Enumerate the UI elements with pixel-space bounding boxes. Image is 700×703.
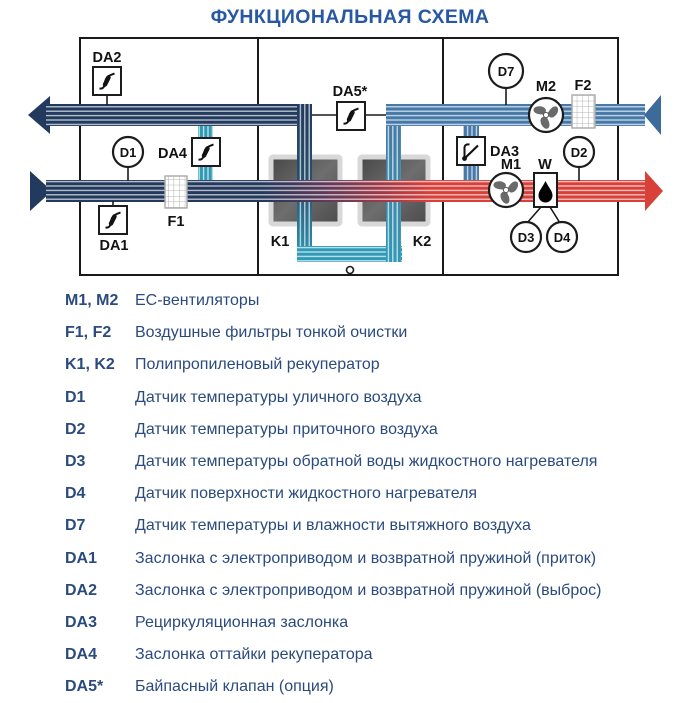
legend-desc: Датчик температуры обратной воды жидкостного нагревателя <box>135 453 598 471</box>
legend-desc: Полипропиленовый рекуператор <box>135 356 380 374</box>
extract-duct-right <box>386 104 645 126</box>
legend-row-k1-k2 <box>65 349 675 381</box>
filter-f2-icon <box>572 95 595 128</box>
damper-da5-icon <box>337 102 365 130</box>
legend-key: F1, F2 <box>65 324 112 342</box>
label-da2: DA2 <box>92 50 122 66</box>
label-da4: DA4 <box>157 146 187 162</box>
legend-desc: Воздушные фильтры тонкой очистки <box>135 324 408 342</box>
fan-m1-icon <box>489 173 523 207</box>
damper-da2-icon <box>93 67 121 95</box>
label-k1: K1 <box>270 234 290 250</box>
legend-row-f1-f2 <box>65 317 675 349</box>
legend-key: K1, K2 <box>65 356 115 374</box>
legend-row-d2 <box>65 414 675 446</box>
legend-desc: ЕС-вентиляторы <box>135 292 260 310</box>
sensor-d7 <box>489 54 523 88</box>
svg-text:D3: D3 <box>517 230 535 245</box>
sensor-d1 <box>113 137 143 167</box>
legend-desc: Датчик поверхности жидкостного нагревателя <box>135 485 478 503</box>
exhaust-duct-left <box>46 104 312 126</box>
label-w: W <box>538 157 552 173</box>
label-da5: DA5* <box>332 84 368 100</box>
label-m1: M1 <box>500 157 522 173</box>
damper-da4-icon <box>192 138 220 166</box>
svg-text:D4: D4 <box>553 230 571 245</box>
legend-key: D2 <box>65 420 86 438</box>
legend-row-da2 <box>65 575 675 607</box>
legend-desc: Датчик температуры и влажности вытяжного воздуха <box>135 517 531 535</box>
legend-row-d4 <box>65 478 675 510</box>
extract-in-arrow-icon <box>644 95 661 135</box>
label-f2: F2 <box>574 78 592 94</box>
supply-out-arrow-icon <box>645 171 663 211</box>
legend-row-da5 <box>65 671 675 703</box>
svg-text:D7: D7 <box>497 64 515 79</box>
legend-desc: Байпасный клапан (опция) <box>135 678 334 696</box>
legend-row-d1 <box>65 382 675 414</box>
legend <box>65 285 675 703</box>
sensor-d3 <box>511 222 541 252</box>
legend-desc: Заслонка с электроприводом и возвратной пружиной (выброс) <box>135 581 602 599</box>
legend-row-d7 <box>65 510 675 542</box>
legend-row-d3 <box>65 446 675 478</box>
legend-key: M1, M2 <box>65 292 119 310</box>
legend-desc: Датчик температуры уличного воздуха <box>135 388 422 406</box>
label-f1: F1 <box>167 214 185 230</box>
label-m2: M2 <box>535 79 557 95</box>
damper-da1-icon <box>99 206 127 234</box>
svg-text:D2: D2 <box>570 145 588 160</box>
page-title: ФУНКЦИОНАЛЬНАЯ СХЕМА <box>210 6 490 28</box>
legend-key: D7 <box>65 517 86 535</box>
legend-key: DA2 <box>65 581 98 599</box>
label-da3: DA3 <box>490 144 520 160</box>
legend-row-m1-m2 <box>65 285 675 317</box>
legend-key: DA4 <box>65 646 98 664</box>
legend-key: DA3 <box>65 613 98 631</box>
legend-key: DA5* <box>65 678 104 696</box>
label-da1: DA1 <box>99 238 129 254</box>
label-k2: K2 <box>412 234 432 250</box>
legend-key: DA1 <box>65 549 98 567</box>
sensor-d4 <box>547 222 577 252</box>
functional-diagram <box>0 0 700 290</box>
legend-row-da3 <box>65 607 675 639</box>
legend-desc: Датчик температуры приточного воздуха <box>135 420 438 438</box>
filter-f1-icon <box>165 176 187 208</box>
legend-row-da4 <box>65 639 675 671</box>
legend-desc: Заслонка с электроприводом и возвратной пружиной (приток) <box>135 549 597 567</box>
svg-text:D1: D1 <box>119 145 137 160</box>
legend-row-da1 <box>65 543 675 575</box>
legend-desc: Рециркуляционная заслонка <box>135 613 349 631</box>
fan-m2-icon <box>529 98 563 132</box>
legend-key: D1 <box>65 388 86 406</box>
legend-key: D3 <box>65 453 86 471</box>
legend-desc: Заслонка оттайки рекуператора <box>135 646 373 664</box>
sensor-d2 <box>564 137 594 167</box>
damper-da3-icon <box>457 137 485 165</box>
legend-key: D4 <box>65 485 86 503</box>
condensate-drain-icon <box>347 267 354 274</box>
water-heater-w-icon <box>534 173 557 207</box>
